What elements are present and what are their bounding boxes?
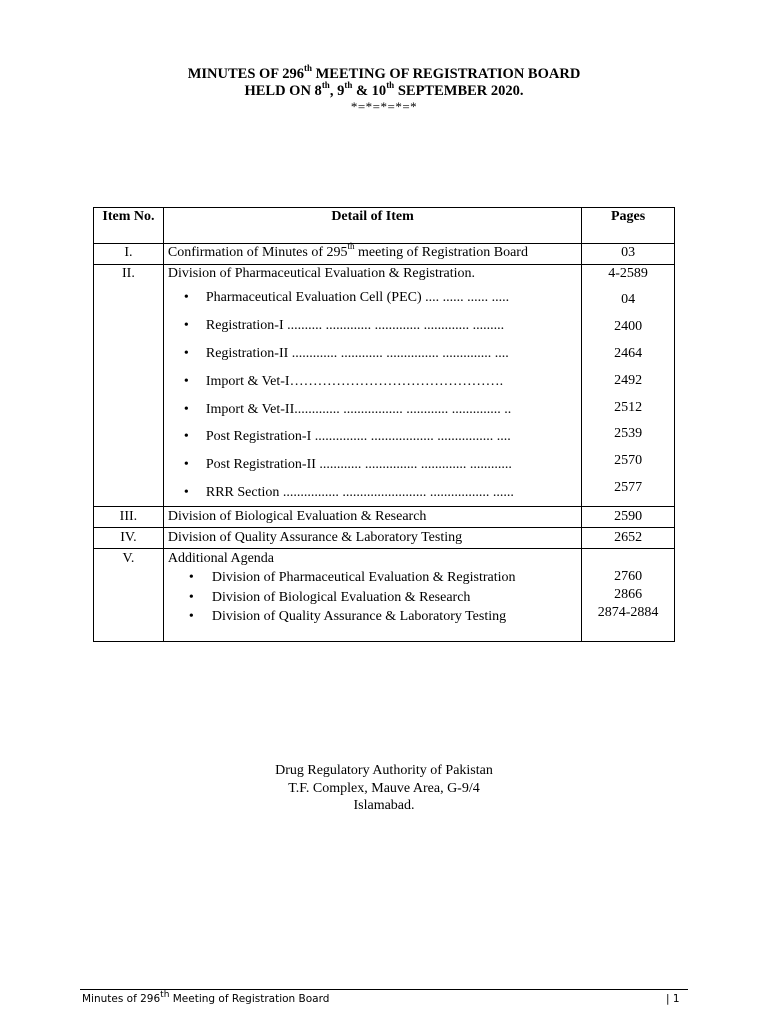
footer-text: Minutes of 296 (82, 993, 161, 1005)
section-list (168, 283, 577, 506)
detail-text: meeting of Registration Board (354, 245, 528, 260)
header-item-no: Item No. (94, 208, 164, 244)
list-item-pages: 2577 (614, 480, 643, 496)
item-no: I. (94, 244, 164, 265)
list-item: • Registration-II ............. ............ ............... .............. .... (168, 339, 577, 367)
title-sup: th (386, 80, 395, 91)
item-detail (163, 241, 581, 265)
list-item: • Division of Quality Assurance & Laboratory Testing (168, 607, 577, 627)
item-detail: Division of Biological Evaluation & Research (163, 507, 581, 528)
item-no: II. (94, 265, 164, 507)
list-item: • Import & Vet-I………………………………………. (168, 367, 577, 395)
list-item-pages: 2874-2884 (597, 605, 659, 621)
section-pages-list (586, 283, 670, 502)
footer-title (82, 989, 330, 1005)
list-item: • Division of Pharmaceutical Evaluation & Registration (168, 568, 577, 588)
title-text: HELD ON 8 (244, 83, 322, 99)
table-header-row (94, 208, 675, 244)
list-item-pages: 04 (621, 292, 636, 307)
item-detail (163, 265, 581, 507)
title-text: SEPTEMBER 2020. (394, 83, 524, 99)
address-line: Islamabad. (353, 798, 415, 813)
list-item: • Pharmaceutical Evaluation Cell (PEC) .... ...... ...... ..... (168, 283, 577, 311)
item-detail: Division of Quality Assurance & Laboratory Testing (163, 528, 581, 549)
table-row (94, 528, 675, 549)
item-pages (582, 549, 675, 642)
additional-agenda-list (168, 568, 577, 627)
header-detail: Detail of Item (163, 208, 581, 244)
title-text: & 10 (352, 83, 387, 99)
list-item: • Post Registration-II ............ ............... ............. ............ (168, 450, 577, 478)
item-no: V. (94, 549, 164, 642)
item-pages: 03 (582, 244, 675, 265)
item-pages (582, 265, 675, 507)
division-title: Division of Pharmaceutical Evaluation & Registration. (167, 266, 476, 281)
document-title-line-1 (0, 63, 768, 83)
additional-agenda-title: Additional Agenda (167, 551, 275, 567)
footer-sup: th (160, 989, 170, 1000)
list-item: • Import & Vet-II............. ................. ............ .............. .. (168, 395, 577, 423)
footer-divider (80, 989, 688, 990)
division-pages: 4-2589 (608, 266, 648, 281)
list-item-pages: 2866 (614, 587, 643, 603)
title-text: MINUTES OF 296 (187, 66, 304, 82)
detail-sup: th (347, 241, 355, 252)
item-no: III. (94, 507, 164, 528)
title-separator: *=*=*=*=* (350, 99, 418, 114)
list-item-pages: 2570 (614, 453, 643, 469)
header-pages: Pages (582, 208, 675, 244)
list-item: • Post Registration-I ............... .................. ................ .... (168, 422, 577, 450)
page-number: | 1 (666, 993, 680, 1005)
contents-table (93, 207, 675, 642)
footer-text: Meeting of Registration Board (169, 993, 330, 1005)
item-pages: 2652 (582, 528, 675, 549)
title-sup: th (344, 80, 353, 91)
list-item-pages: 2492 (614, 372, 643, 388)
list-item-pages: 2539 (614, 426, 643, 442)
title-text: , 9 (329, 83, 345, 99)
item-pages: 2590 (582, 507, 675, 528)
authority-address (0, 762, 768, 815)
title-sup: th (303, 63, 312, 74)
list-item-pages: 2464 (614, 345, 643, 361)
list-item: • Registration-I .......... ............. ............. ............. ......... (168, 311, 577, 339)
title-text: MEETING OF REGISTRATION BOARD (312, 66, 581, 82)
address-line: Drug Regulatory Authority of Pakistan (275, 763, 493, 778)
table-row (94, 507, 675, 528)
list-item: • RRR Section ................ ........................ ................. ...... (168, 478, 577, 506)
additional-agenda-pages (586, 549, 670, 622)
list-item-pages: 2400 (614, 318, 643, 334)
document-title-line-2 (0, 80, 768, 100)
list-item-pages: 2512 (614, 399, 643, 415)
list-item: • Division of Biological Evaluation & Research (168, 588, 577, 608)
address-line: T.F. Complex, Mauve Area, G-9/4 (288, 780, 480, 796)
table-row (94, 265, 675, 507)
title-sup: th (321, 80, 330, 91)
item-detail (163, 549, 581, 642)
detail-text: Confirmation of Minutes of 295 (167, 245, 348, 260)
table-row (94, 244, 675, 265)
table-row (94, 549, 675, 642)
list-item-pages: 2760 (614, 569, 643, 585)
item-no: IV. (94, 528, 164, 549)
